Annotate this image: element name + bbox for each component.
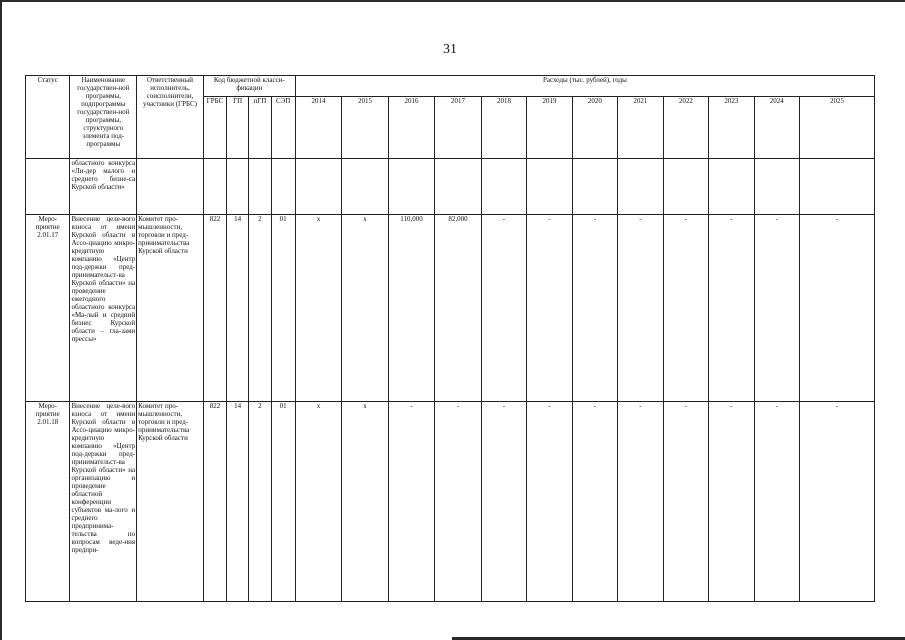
row-code-cell: 14 [227,402,249,602]
row-value-cell [295,159,341,215]
row-value-cell [618,159,663,215]
row-value-cell: - [618,215,663,402]
header-code-col: пГП [249,97,271,159]
header-executor: Ответственный исполнитель, соисполнители, участники (ГРБС) [137,76,204,159]
row-value-cell [709,159,754,215]
row-value-cell: - [388,402,434,602]
row-value-cell: - [663,402,708,602]
row-status: Меро-приятие 2.01.18 [26,402,70,602]
row-value-cell [342,159,388,215]
row-value-cell: - [800,402,875,602]
header-year-col: 2014 [295,97,341,159]
header-year-col: 2017 [435,97,481,159]
row-code-cell: 822 [203,215,226,402]
header-year-col: 2020 [572,97,617,159]
row-value-cell [754,159,799,215]
row-value-cell [572,159,617,215]
row-executor: Комитет про-мышленности, торговли и пред-принимательства Курской области [137,402,204,602]
budget-table [25,75,875,602]
row-value-cell: - [709,215,754,402]
header-year-col: 2023 [709,97,754,159]
row-code-cell: 822 [203,402,226,602]
row-code-cell: 01 [271,215,295,402]
row-value-cell [435,159,481,215]
header-year-col: 2015 [342,97,388,159]
row-value-cell: - [754,402,799,602]
row-value-cell: - [663,215,708,402]
header-code-col: ГРБС [203,97,226,159]
row-value-cell: 110,000 [388,215,434,402]
header-code-col: ГП [227,97,249,159]
row-code-cell [249,159,271,215]
row-code-cell: 2 [249,402,271,602]
header-status: Статус [26,76,70,159]
row-value-cell [663,159,708,215]
header-year-col: 2021 [618,97,663,159]
row-value-cell [527,159,572,215]
row-code-cell: 14 [227,215,249,402]
row-value-cell [388,159,434,215]
row-value-cell: - [618,402,663,602]
row-status: Меро-приятие 2.01.17 [26,215,70,402]
header-code-col: СЭП [271,97,295,159]
row-value-cell: х [295,402,341,602]
row-value-cell: - [435,402,481,602]
row-value-cell: - [754,215,799,402]
row-value-cell: - [572,402,617,602]
row-value-cell: х [342,402,388,602]
row-name: областного конкурса «Ли-дер малого и среднего бизне-са Курской области» [70,159,137,215]
row-code-cell [203,159,226,215]
row-name: Внесение целе-вого взноса от имени Курской области в Ассо-циацию микро-кредитную компанию «Центр под-держки пред-принимательст-ва Курской области» на организацию и проведение областной конференции субъектов ма-лого и среднего предпринима-тельства по вопросам веде-ния предпри- [70,402,137,602]
row-code-cell: 2 [249,215,271,402]
table-row [26,215,875,402]
header-year-col: 2018 [481,97,526,159]
row-value-cell: - [481,215,526,402]
scan-border-left [0,0,2,640]
row-value-cell [800,159,875,215]
header-year-col: 2025 [800,97,875,159]
header-budget-code: Код бюджетной класси-фикации [203,76,295,97]
scan-border-top [0,0,905,2]
table-row [26,402,875,602]
header-year-col: 2019 [527,97,572,159]
row-value-cell: - [709,402,754,602]
row-code-cell [227,159,249,215]
row-value-cell: - [572,215,617,402]
row-code-cell: 01 [271,402,295,602]
row-name: Внесение целе-вого взноса от имени Курской области в Ассо-циацию микро-кредитную компанию «Центр под-держки пред-принимательст-ва Курской области» на проведение ежегодного областного конкурса «Ма-лый и средний бизнес Курской области – гла-зами прессы» [70,215,137,402]
row-value-cell: 82,000 [435,215,481,402]
row-value-cell: х [342,215,388,402]
header-expenses: Расходы (тыс. рублей), годы [295,76,874,97]
row-value-cell: - [527,402,572,602]
row-code-cell [271,159,295,215]
page-number: 31 [443,42,457,57]
row-executor: Комитет про-мышленности, торговли и пред-принимательства Курской области [137,215,204,402]
row-value-cell: - [481,402,526,602]
row-value-cell: - [527,215,572,402]
row-value-cell [481,159,526,215]
row-executor [137,159,204,215]
header-year-col: 2016 [388,97,434,159]
row-status [26,159,70,215]
header-name: Наименование государствен-ной программы, подпрограммы государствен-ной программы, структурного элемента под-программы [70,76,137,159]
row-value-cell: - [800,215,875,402]
row-value-cell: х [295,215,341,402]
header-year-col: 2022 [663,97,708,159]
table-row [26,159,875,215]
header-year-col: 2024 [754,97,799,159]
